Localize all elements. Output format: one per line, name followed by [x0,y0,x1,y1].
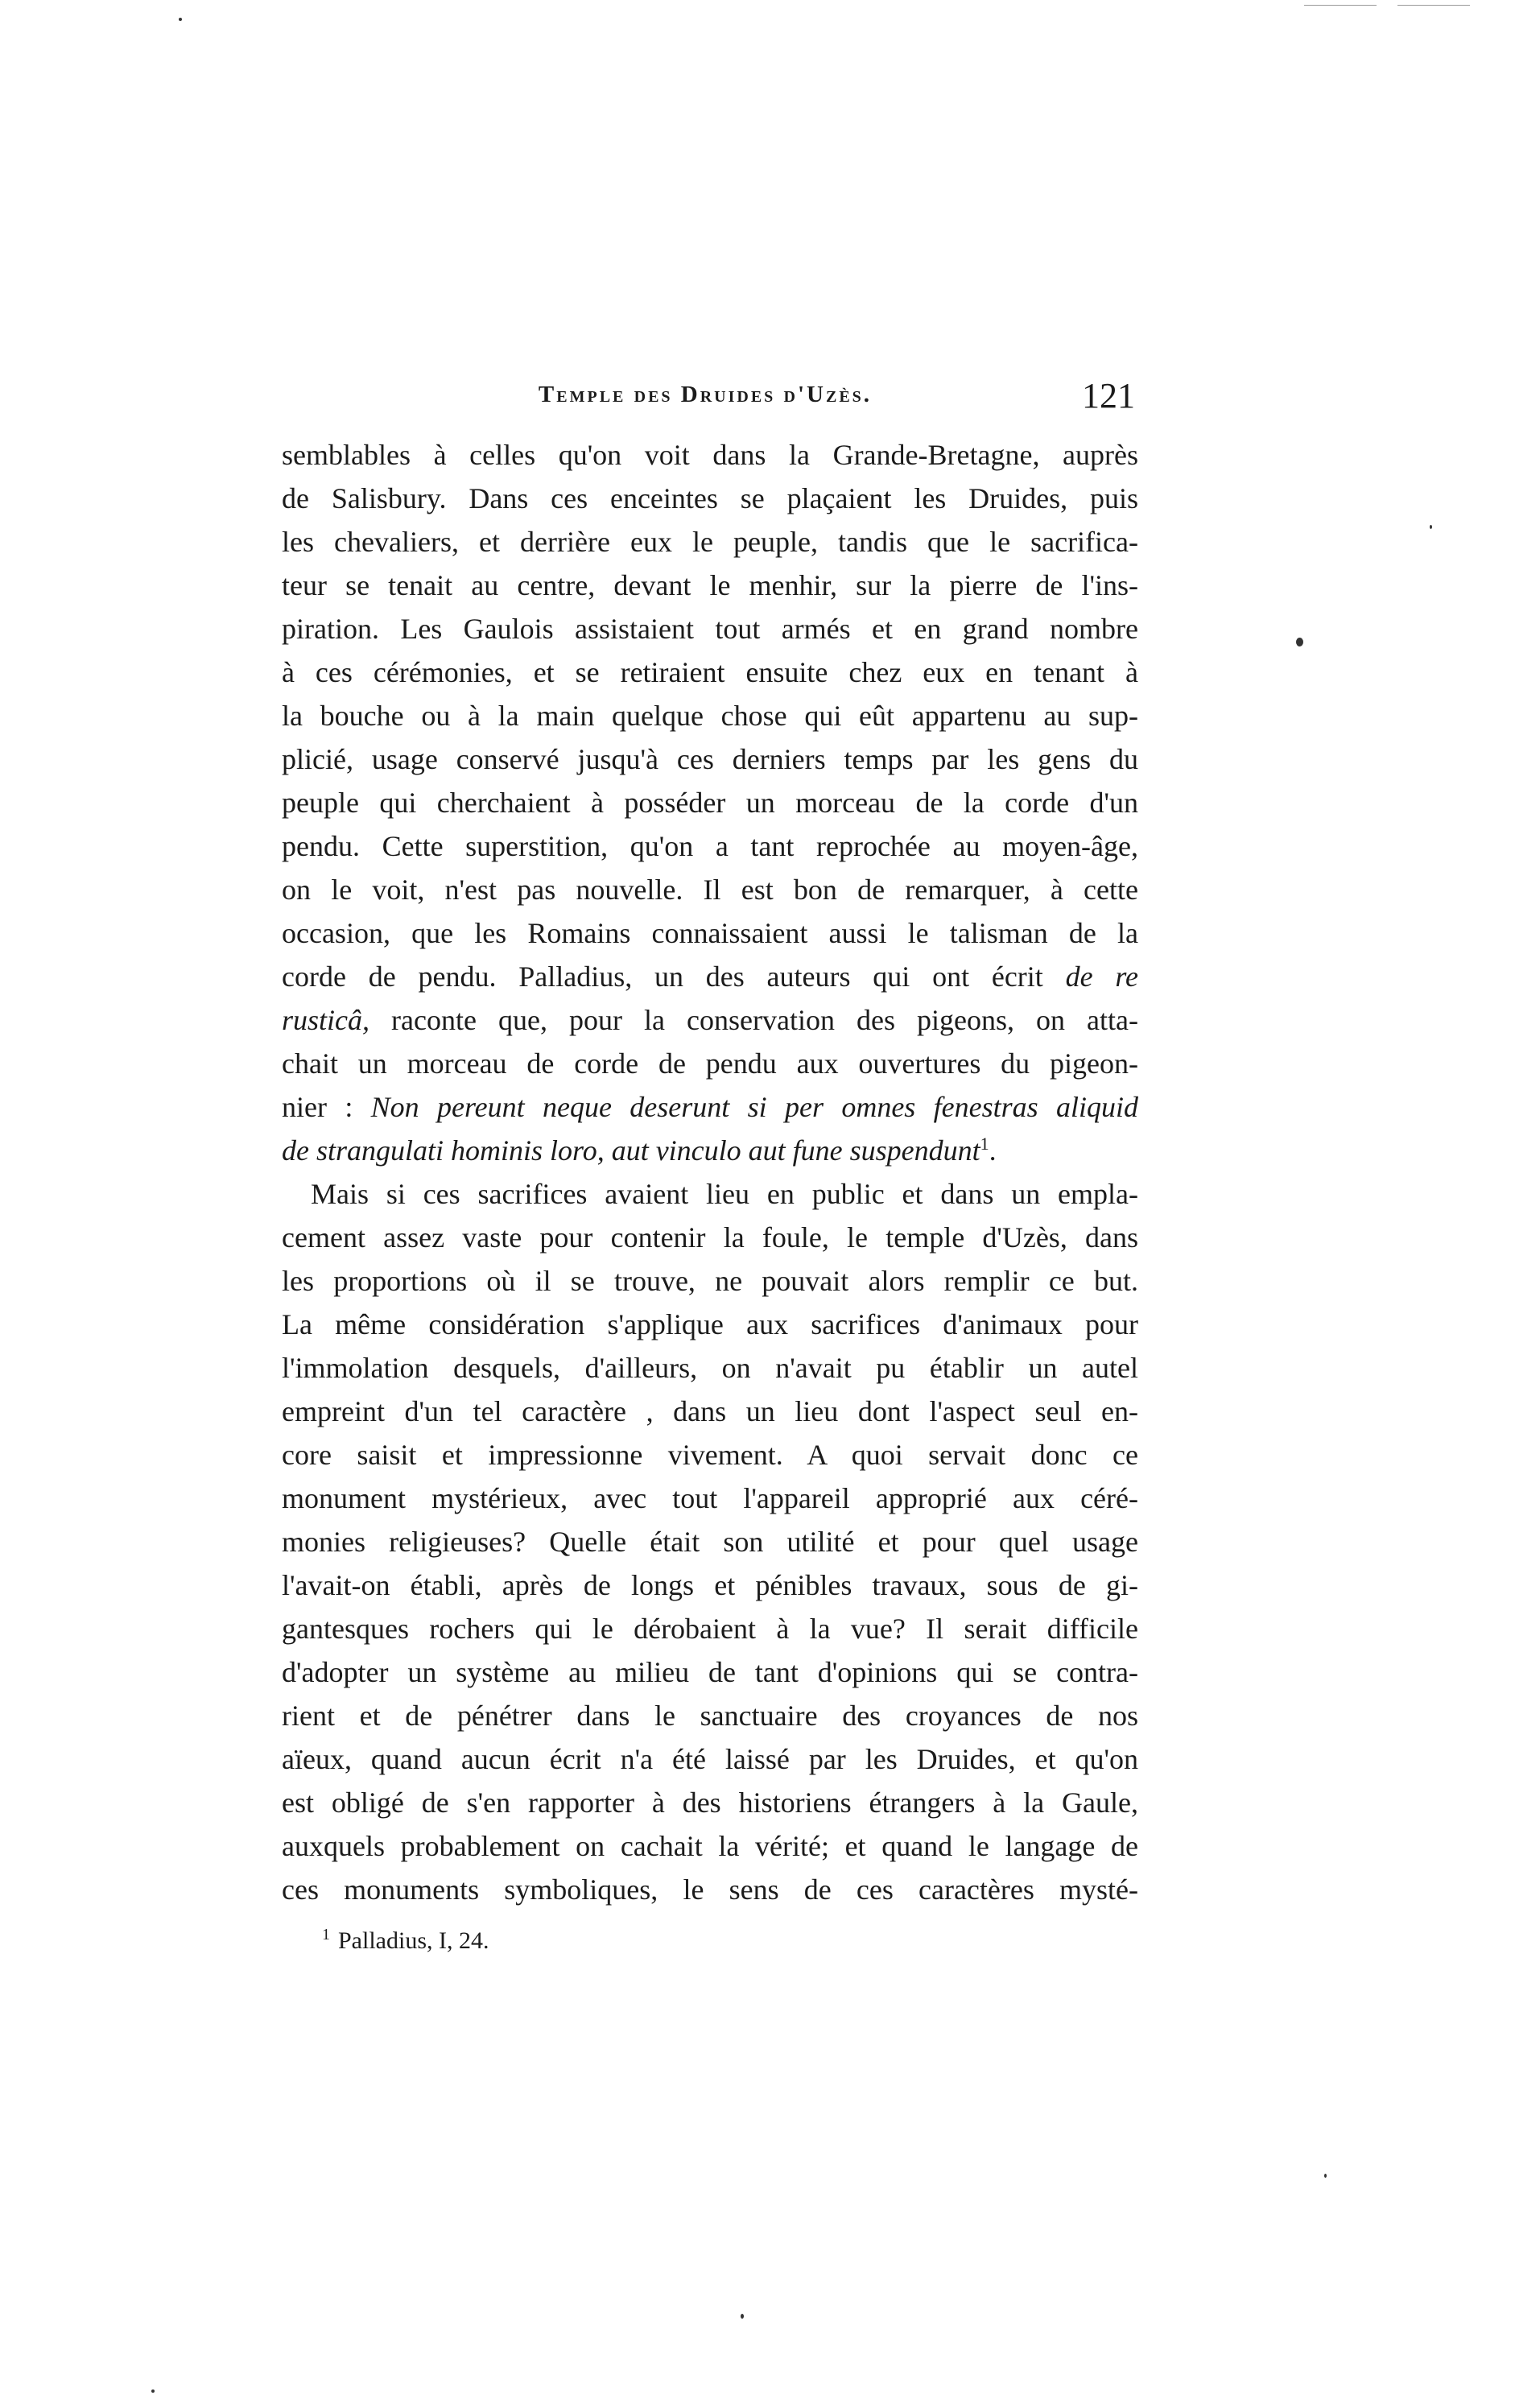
line-text: La même considération s'applique aux sacrifices d'animaux pour [282,1308,1138,1340]
text-line [282,651,1138,694]
text-line [282,1520,1138,1563]
line-text: Mais si ces sacrifices avaient lieu en public et dans un empla- [311,1178,1138,1210]
line-text: à ces cérémonies, et se retiraient ensuite chez eux en tenant à [282,656,1138,688]
line-text: monument mystérieux, avec tout l'appareil approprié aux céré- [282,1482,1138,1514]
line-text: ces monuments symboliques, le sens de ces caractères mysté- [282,1873,1138,1906]
line-text: la bouche ou à la main quelque chose qui eût appartenu au sup- [282,700,1138,732]
scan-edge-rule [1397,5,1470,6]
text-line [282,868,1138,911]
line-text: core saisit et impressionne vivement. A quoi servait donc ce [282,1439,1138,1471]
text-line [282,1650,1138,1694]
text-line [282,737,1138,781]
line-text: on le voit, n'est pas nouvelle. Il est bon de remarquer, à cette [282,874,1138,906]
text-line [282,1433,1138,1477]
line-text: semblables à celles qu'on voit dans la Grande-Bretagne, auprès [282,439,1138,471]
line-text: plicié, usage conservé jusqu'à ces derniers temps par les gens du [282,743,1138,775]
text-line [282,1477,1138,1520]
text-line [282,1563,1138,1607]
scan-speck [741,2314,744,2319]
line-text: auxquels probablement on cachait la vérité; et quand le langage de [282,1830,1138,1862]
line-text: l'avait-on établi, après de longs et pénibles travaux, sous de gi- [282,1569,1138,1601]
running-header [275,377,1135,425]
text-line [282,433,1138,477]
text-line [282,911,1138,955]
line-text: chait un morceau de corde de pendu aux ouvertures du pigeon- [282,1047,1138,1080]
text-line [282,955,1138,998]
text-line [282,998,1138,1042]
body-text [282,433,1138,1911]
text-line [282,824,1138,868]
line-text: est obligé de s'en rapporter à des historiens étrangers à la Gaule, [282,1786,1138,1819]
line-text: les chevaliers, et derrière eux le peuple, tandis que le sacrifica- [282,526,1138,558]
line-text: occasion, que les Romains connaissaient aussi le talisman de la [282,917,1138,949]
line-text: monies religieuses? Quelle était son utilité et pour quel usage [282,1526,1138,1558]
text-line [282,1390,1138,1433]
scan-speck [1324,2174,1327,2178]
footnote-mark: 1 [322,1926,330,1943]
footnote [322,1926,489,1955]
scan-speck [1430,525,1432,529]
text-line [282,1607,1138,1650]
text-line [282,564,1138,607]
text-line [282,477,1138,520]
italic-text: de strangulati hominis loro, aut vinculo aut fune suspendunt [282,1134,980,1167]
text-line [282,1824,1138,1868]
text-line [282,1129,1138,1172]
footnote-ref: 1 [980,1134,989,1154]
line-text: de Salisbury. Dans ces enceintes se plaçaient les Druides, puis [282,482,1138,514]
scan-edge-rule [1304,5,1377,6]
line-text: empreint d'un tel caractère , dans un lieu dont l'aspect seul en- [282,1395,1138,1427]
text-line [282,1868,1138,1911]
line-text: aïeux, quand aucun écrit n'a été laissé par les Druides, et qu'on [282,1743,1138,1775]
text-line [282,520,1138,564]
line-text: piration. Les Gaulois assistaient tout armés et en grand nombre [282,613,1138,645]
line-text: . [989,1134,997,1167]
scan-speck [151,2389,155,2393]
footnote-text: Palladius, I, 24. [338,1927,489,1954]
line-text: rient et de pénétrer dans le sanctuaire des croyances de nos [282,1700,1138,1732]
text-line [282,1737,1138,1781]
text-line [282,694,1138,737]
line-text: cement assez vaste pour contenir la foule, le temple d'Uzès, dans [282,1221,1138,1254]
line-text: l'immolation desquels, d'ailleurs, on n'avait pu établir un autel [282,1352,1138,1384]
text-line [282,1172,1138,1216]
line-text: nier : [282,1091,371,1123]
text-line [282,1303,1138,1346]
scan-speck [1296,638,1303,646]
line-text: peuple qui cherchaient à posséder un morceau de la corde d'un [282,787,1138,819]
italic-text: de re [1065,960,1138,993]
page-number: 121 [1082,376,1135,415]
line-text: teur se tenait au centre, devant le menhir, sur la pierre de l'ins- [282,569,1138,601]
text-line [282,1216,1138,1259]
text-line [282,1694,1138,1737]
italic-text: rusticâ, [282,1004,370,1036]
line-text: gantesques rochers qui le dérobaient à la vue? Il serait difficile [282,1613,1138,1645]
italic-text: Non pereunt neque deserunt si per omnes fenestras aliquid [370,1091,1138,1123]
line-text: corde de pendu. Palladius, un des auteurs qui ont écrit [282,960,1066,993]
running-title: Temple des Druides d'Uzès. [538,382,873,407]
line-text: raconte que, pour la conservation des pigeons, on atta- [369,1004,1138,1036]
text-line [282,1346,1138,1390]
text-line [282,607,1138,651]
text-line [282,1781,1138,1824]
line-text: pendu. Cette superstition, qu'on a tant reprochée au moyen-âge, [282,830,1138,862]
text-line [282,1085,1138,1129]
text-line [282,1259,1138,1303]
scan-speck [179,18,182,21]
line-text: les proportions où il se trouve, ne pouvait alors remplir ce but. [282,1265,1138,1297]
text-line [282,781,1138,824]
line-text: d'adopter un système au milieu de tant d'opinions qui se contra- [282,1656,1138,1688]
text-line [282,1042,1138,1085]
